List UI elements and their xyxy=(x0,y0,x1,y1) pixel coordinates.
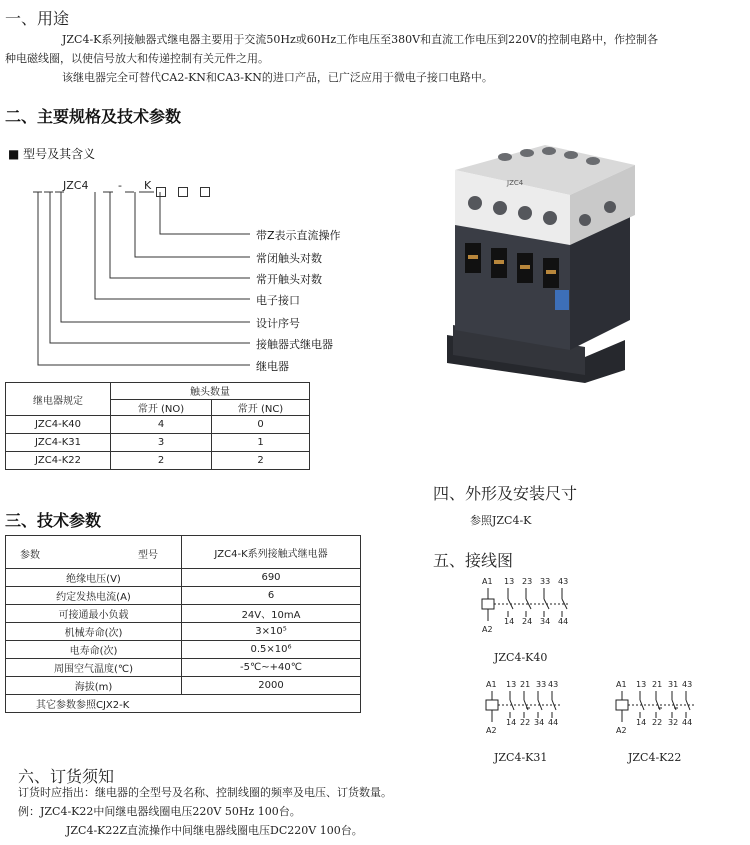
wiring-diagram-k40 xyxy=(478,577,588,637)
coil-a1-label: A1 xyxy=(482,577,493,586)
table-cell-value: -5℃~+40℃ xyxy=(182,659,361,677)
terminal-top: 21 xyxy=(520,680,531,689)
section-1-para1-line2: 种电磁线圈，以使信号放大和传递控制有关元件之用。 xyxy=(5,52,269,65)
meaning-label-relay: 继电器 xyxy=(256,360,289,373)
wiring-diagram-k31 xyxy=(482,680,582,740)
terminal-bottom: 34 xyxy=(534,718,545,727)
terminal-top: 13 xyxy=(504,577,515,586)
meaning-label-interface: 电子接口 xyxy=(256,294,300,307)
wiring-diagram-k22 xyxy=(612,680,712,740)
terminal-top: 43 xyxy=(548,680,559,689)
coil-a2-label: A2 xyxy=(482,625,493,634)
terminal-bottom: 22 xyxy=(652,718,663,727)
relay-product-photo xyxy=(425,125,655,385)
table-cell-no: 2 xyxy=(111,452,212,470)
table-row xyxy=(6,695,361,713)
meaning-label-contactor-relay: 接触器式继电器 xyxy=(256,338,333,351)
tech-table-note: 其它参数参照CJX2-K xyxy=(6,695,361,713)
terminal-top: 43 xyxy=(558,577,569,586)
terminal-top: 23 xyxy=(522,577,533,586)
table-row xyxy=(6,434,310,452)
section-1-para2: 该继电器完全可替代CA2-KN和CA3-KN的进口产品，已广泛应用于微电子接口电路中。 xyxy=(62,71,493,84)
order-note-line2: 例：JZC4-K22中间继电器线圈电压220V 50Hz 100台。 xyxy=(18,805,301,818)
terminal-bottom: 32 xyxy=(668,718,679,727)
section-6-title: 六、订货须知 xyxy=(18,767,115,786)
table-row xyxy=(6,677,361,695)
table-cell-value: 6 xyxy=(182,587,361,605)
terminal-top: 33 xyxy=(540,577,551,586)
terminal-top: 43 xyxy=(682,680,693,689)
contact-table-header-no: 常开 (NO) xyxy=(111,399,212,416)
table-row xyxy=(6,452,310,470)
table-cell-param: 可接通最小负载 xyxy=(6,605,182,623)
contact-table-header-nc: 常开 (NC) xyxy=(212,399,310,416)
table-cell-param: 电寿命(次) xyxy=(6,641,182,659)
terminal-bottom: 14 xyxy=(504,617,515,626)
coil-a1-label: A1 xyxy=(486,680,497,689)
table-cell-value: 3×10⁵ xyxy=(182,623,361,641)
order-note-line3: JZC4-K22Z直流操作中间继电器线圈电压DC220V 100台。 xyxy=(66,824,363,837)
tech-table-header-model: 型号 xyxy=(138,550,158,561)
wiring-symbol-k40 xyxy=(478,577,588,637)
tech-table-header-corner xyxy=(6,536,182,569)
table-row xyxy=(6,623,361,641)
table-cell-model: JZC4-K22 xyxy=(6,452,111,470)
terminal-top: 13 xyxy=(506,680,517,689)
table-cell-model: JZC4-K31 xyxy=(6,434,111,452)
model-code-prefix: JZC4 xyxy=(63,179,89,192)
model-code-diagram xyxy=(0,175,380,375)
contact-table-header-rule: 继电器规定 xyxy=(6,383,111,416)
section-4-text: 参照JZC4-K xyxy=(470,514,532,527)
contact-table-header-group: 触头数量 xyxy=(111,383,310,400)
section-2-title: 二、主要规格及技术参数 xyxy=(5,107,182,126)
table-row xyxy=(6,641,361,659)
wiring-caption-k40: JZC4-K40 xyxy=(494,651,548,664)
meaning-label-dc: 带Z表示直流操作 xyxy=(256,229,341,242)
table-cell-value: 690 xyxy=(182,569,361,587)
model-code-k: K xyxy=(144,179,152,192)
table-row xyxy=(6,659,361,677)
table-cell-model: JZC4-K40 xyxy=(6,416,111,434)
coil-a2-label: A2 xyxy=(486,726,497,735)
terminal-bottom: 44 xyxy=(548,718,559,727)
table-cell-nc: 1 xyxy=(212,434,310,452)
table-cell-value: 2000 xyxy=(182,677,361,695)
section-4-title: 四、外形及安装尺寸 xyxy=(433,484,578,503)
table-row xyxy=(6,587,361,605)
terminal-bottom: 24 xyxy=(522,617,533,626)
terminal-bottom: 14 xyxy=(506,718,517,727)
wiring-caption-k22: JZC4-K22 xyxy=(628,751,682,764)
terminal-bottom: 14 xyxy=(636,718,647,727)
section-1-para1-line1: JZC4-K系列接触器式继电器主要用于交流50Hz或60Hz工作电压至380V和直流工作电压到220V的控制电路中，作控制各 xyxy=(62,33,659,46)
meaning-label-design: 设计序号 xyxy=(256,317,300,330)
terminal-top: 13 xyxy=(636,680,647,689)
coil-a1-label: A1 xyxy=(616,680,627,689)
terminal-top: 21 xyxy=(652,680,663,689)
wiring-caption-k31: JZC4-K31 xyxy=(494,751,548,764)
section-1-title: 一、用途 xyxy=(5,9,70,28)
terminal-top: 33 xyxy=(536,680,547,689)
table-row xyxy=(6,569,361,587)
model-meaning-subtitle: ■ 型号及其含义 xyxy=(8,147,96,161)
wiring-symbol-k22 xyxy=(612,680,712,740)
terminal-top: 31 xyxy=(668,680,679,689)
tech-table-header-param: 参数 xyxy=(20,550,40,561)
table-cell-param: 机械寿命(次) xyxy=(6,623,182,641)
table-cell-param: 海拔(m) xyxy=(6,677,182,695)
table-cell-nc: 0 xyxy=(212,416,310,434)
wiring-symbol-k31 xyxy=(482,680,582,740)
table-cell-value: 0.5×10⁶ xyxy=(182,641,361,659)
coil-a2-label: A2 xyxy=(616,726,627,735)
table-cell-param: 约定发热电流(A) xyxy=(6,587,182,605)
terminal-bottom: 34 xyxy=(540,617,551,626)
table-cell-no: 3 xyxy=(111,434,212,452)
table-cell-nc: 2 xyxy=(212,452,310,470)
terminal-bottom: 44 xyxy=(558,617,569,626)
terminal-bottom: 22 xyxy=(520,718,531,727)
meaning-label-no: 常开触头对数 xyxy=(256,273,322,286)
contact-count-table xyxy=(5,382,310,470)
terminal-bottom: 44 xyxy=(682,718,693,727)
table-row xyxy=(6,416,310,434)
meaning-label-nc: 常闭触头对数 xyxy=(256,252,322,265)
table-cell-value: 24V、10mA xyxy=(182,605,361,623)
photo-brand-label: JZC4 xyxy=(507,179,524,187)
order-note-line1: 订货时应指出：继电器的全型号及名称、控制线圈的频率及电压、订货数量。 xyxy=(18,786,392,799)
section-5-title: 五、接线图 xyxy=(433,551,514,570)
tech-params-table xyxy=(5,535,361,713)
table-row xyxy=(6,605,361,623)
table-cell-no: 4 xyxy=(111,416,212,434)
table-cell-param: 周围空气温度(℃) xyxy=(6,659,182,677)
section-3-title: 三、技术参数 xyxy=(5,511,102,530)
tech-table-header-value: JZC4-K系列接触式继电器 xyxy=(182,536,361,569)
table-cell-param: 绝缘电压(V) xyxy=(6,569,182,587)
model-code-dash: - xyxy=(118,179,122,192)
